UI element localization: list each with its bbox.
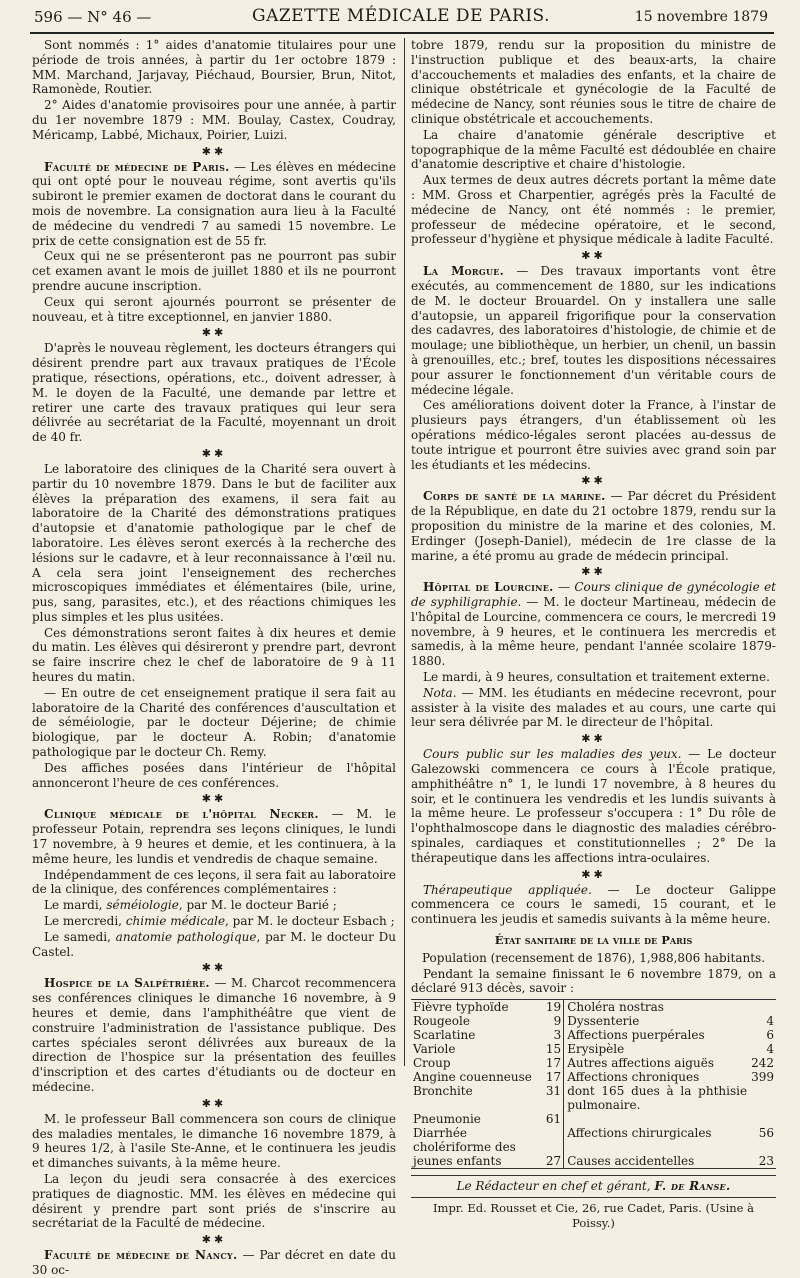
- paragraph: La chaire d'anatomie générale descriptive et topographique de la même Faculté est dédoublée en chaire d'anatomie descriptive et chaire d'histologie.: [411, 127, 776, 172]
- deaths-line: Pendant la semaine finissant le 6 novembre 1879, on a déclaré 913 décès, savoir :: [411, 966, 776, 996]
- table-row: [411, 1028, 776, 1042]
- article-heading: Corps de santé de la marine.: [423, 489, 606, 504]
- article-nancy: Faculté de médecine de Nancy. — Par décret en date du 30 oc-: [32, 1248, 397, 1277]
- left-column: [32, 38, 397, 1277]
- cause-label: jeunes enfants: [413, 1154, 502, 1169]
- ornament-stars: ✱✱: [581, 565, 606, 579]
- cause-count: 6: [766, 1028, 774, 1043]
- article-therapeutics: Thérapeutique appliquée. — Le docteur Galippe commencera ce cours le samedi, 15 courant, et le continuera les jeudis et samedis suivants à la même heure.: [411, 882, 776, 927]
- paragraph: Le laboratoire des cliniques de la Charité sera ouvert à partir du 10 novembre 1879. Dans le but de faciliter aux élèves la préparation des examens, il sera fait au laboratoire de la Charité des démonstrations pratiques d'autopsie et d'anatomie pathologique par le chef de laboratoire. Les élèves seront exercés à la recherche des lésions sur le cadavre, et à leur reconnaissance à l'œil nu. A cela sera joint l'enseignement des recherches microscopiques immédiates et élémentaires (bile, urine, pus, sang, parasites, etc.), et des réactions chimiques les plus simples et les plus usitées.: [32, 461, 396, 624]
- cause-label: Autres affections aiguës: [567, 1056, 714, 1071]
- editor-line: Le Rédacteur en chef et gérant, F. de Ranse.: [411, 1175, 776, 1194]
- article-heading: Faculté de médecine de Nancy.: [44, 1248, 238, 1263]
- paragraph: — En outre de cet enseignement pratique il sera fait au laboratoire de la Charité des conférences d'auscultation et de séméiologie, par le docteur Déjerine; de chimie biologique, par le docteur A. Robin; d'anatomie pathologique par le docteur Ch. Remy.: [32, 685, 396, 760]
- table-row: [411, 1112, 776, 1126]
- paragraph: 2° Aides d'anatomie provisoires pour une année, à partir du 1er novembre 1879 : MM. Boulay, Castex, Coudray, Méricamp, Labbé, Michaux, Poirier, Luizi.: [32, 98, 396, 142]
- cause-label: Croup: [413, 1056, 451, 1071]
- table-row: [411, 1042, 776, 1056]
- article-marine: Corps de santé de la marine. — Par décret du Président de la République, en date du 21 octobre 1879, rendu sur la proposition du ministre de la marine et des colonies, M. Erdinger (Joseph-Daniel), médecin de 1re classe de la marine, a été promu au grade de médecin principal.: [411, 489, 776, 563]
- cause-label: Variole: [413, 1042, 456, 1057]
- article-heading: Faculté de médecine de Paris.: [44, 159, 230, 174]
- cause-count: 4: [766, 1014, 774, 1029]
- ornament-stars: ✱✱: [201, 1096, 227, 1110]
- article-eyes: Cours public sur les maladies des yeux. — Le docteur Galezowski commencera ce cours à l'École pratique, amphithéâtre n° 1, le lundi 17 novembre, à 8 heures du soir, et le continuera les vendredis et les lundis suivants à la même heure. Le professeur s'occupera : 1° Du rôle de l'ophthalmoscope dans le diagnostic des maladies cérébro-spinales, cardiaques et constitutionnelles ; 2° De la thérapeutique dans les affections intra-oculaires.: [411, 747, 776, 865]
- paragraph: D'après le nouveau règlement, les docteurs étrangers qui désirent prendre part aux travaux pratiques de l'École pratique, résections, opérations, etc., doivent adresser, à M. le doyen de la Faculté, une demande par lettre et retirer une carte des travaux pratiques qui leur sera délivrée au secrétariat de la Faculté, moyennant un droit de 40 fr.: [32, 341, 396, 445]
- paragraph: Indépendamment de ces leçons, il sera fait au laboratoire de la clinique, des conférences complémentaires :: [32, 867, 396, 897]
- cause-label: Affections puerpérales: [567, 1028, 705, 1043]
- cause-label: Causes accidentelles: [567, 1154, 695, 1169]
- table-row: [411, 1154, 776, 1169]
- ornament-stars: ✱✱: [201, 326, 227, 340]
- cause-label: Affections chroniques: [567, 1070, 700, 1085]
- cause-count: 17: [545, 1056, 562, 1071]
- paragraph: Ces démonstrations seront faites à dix heures et demie du matin. Les élèves qui désireront y prendre part, devront se faire inscrire chez le chef de laboratoire de 9 à 11 heures du matin.: [32, 625, 396, 685]
- paragraph: M. le professeur Ball commencera son cours de clinique des maladies mentales, le dimanche 16 novembre 1879, à 9 heures 1/2, à l'asile Ste-Anne, et le continuera les jeudis et dimanches suivants, à la même heure.: [32, 1111, 396, 1171]
- table-row: [411, 1084, 776, 1112]
- paragraph: Le mardi, à 9 heures, consultation et traitement externe.: [423, 670, 770, 685]
- ornament-stars: ✱✱: [201, 446, 227, 460]
- cause-label: Diarrhée cholériforme des: [413, 1126, 516, 1155]
- section-title: État sanitaire de la ville de Paris: [494, 933, 693, 948]
- article-heading: Clinique médicale de l'hôpital Necker.: [44, 807, 319, 822]
- journal-title: GAZETTE MÉDICALE DE PARIS.: [252, 6, 550, 26]
- cause-count: 4: [766, 1042, 774, 1057]
- cause-count: 23: [758, 1154, 774, 1169]
- right-column: [411, 38, 776, 1230]
- article-heading: Hospice de la Salpêtrière.: [44, 976, 210, 991]
- table-row: [411, 1014, 776, 1028]
- table-row: [411, 1126, 776, 1154]
- header-rule: [30, 32, 774, 34]
- column-divider: [404, 38, 405, 1066]
- cause-count: 31: [545, 1084, 562, 1099]
- ornament-stars: ✱✱: [581, 249, 606, 263]
- cause-label: Erysipèle: [567, 1042, 625, 1057]
- paragraph: Aux termes de deux autres décrets portant la même date : MM. Gross et Charpentier, agrégés près la Faculté de médecine de Nancy, ont été nommés : le premier, professeur de médecine opératoire, et le second, professeur d'hygiène et physique médicale à ladite Faculté.: [411, 173, 776, 247]
- cause-label: Pneumonie: [413, 1112, 481, 1127]
- ornament-stars: ✱✱: [201, 1233, 227, 1247]
- paragraph: Des affiches posées dans l'intérieur de l'hôpital annonceront l'heure de ces conférences.: [32, 760, 396, 790]
- paragraph: tobre 1879, rendu sur la proposition du ministre de l'instruction publique et des beaux-arts, la chaire d'accouchements et maladies des enfants, et la chaire de clinique obstétricale et gynécologie de la Faculté de médecine de Nancy, sont réunies sous le titre de chaire de clinique obstétricale et accouchements.: [411, 38, 776, 126]
- page-number: 596 — N° 46 —: [34, 8, 152, 26]
- page-header: [34, 6, 768, 28]
- ornament-stars: ✱✱: [581, 867, 606, 881]
- cause-label: Scarlatine: [413, 1028, 476, 1043]
- cause-label: [565, 1112, 749, 1126]
- cause-label: Dyssenterie: [567, 1014, 640, 1029]
- ornament-stars: ✱✱: [201, 144, 227, 158]
- table-row: [411, 1000, 776, 1015]
- mortality-table: [411, 999, 776, 1169]
- cause-count: 61: [545, 1112, 562, 1127]
- cause-count: 19: [545, 1000, 562, 1015]
- cause-label: Affections chirurgicales: [567, 1126, 712, 1141]
- cause-label: dont 165 dues à la phthisie pulmonaire.: [567, 1084, 748, 1113]
- cause-count: 9: [553, 1014, 562, 1029]
- article-heading: Hôpital de Lourcine.: [423, 580, 554, 595]
- ornament-stars: ✱✱: [581, 474, 606, 488]
- cause-count: [749, 1000, 776, 1015]
- ornament-stars: ✱✱: [201, 792, 227, 806]
- paragraph: Ceux qui ne se présenteront pas ne pourront pas subir cet examen avant le mois de juillet 1880 et ils ne pourront prendre aucune inscription.: [32, 249, 396, 293]
- article-necker: Clinique médicale de l'hôpital Necker. — M. le professeur Potain, reprendra ses leçons cliniques, le lundi 17 novembre, à 9 heures et demie, et les continuera, à la même heure, les lundis et vendredis de chaque semaine.: [32, 807, 397, 866]
- paragraph: Sont nommés : 1° aides d'anatomie titulaires pour une période de trois années, à partir du 1er octobre 1879 : MM. Marchand, Jarjavay, Piéchaud, Boursier, Brun, Nitot, Ramonède, Routier.: [32, 38, 396, 97]
- ornament-stars: ✱✱: [581, 732, 606, 746]
- article-heading: Cours public sur les maladies des yeux.: [423, 747, 682, 762]
- cause-label: Choléra nostras: [567, 1000, 664, 1015]
- cause-count: 17: [545, 1070, 562, 1085]
- cause-count: [544, 1126, 564, 1154]
- cause-count: 56: [758, 1126, 774, 1141]
- cause-count: 3: [553, 1028, 562, 1043]
- lecture-line: Le mardi, séméiologie, par M. le docteur Barié ;: [44, 898, 337, 913]
- ornament-stars: ✱✱: [201, 961, 227, 975]
- imprint-line: Impr. Ed. Rousset et Cie, 26, rue Cadet, Paris. (Usine à Poissy.): [411, 1197, 776, 1231]
- lecture-line: Le mercredi, chimie médicale, par M. le docteur Esbach ;: [44, 914, 395, 929]
- issue-date: 15 novembre 1879: [634, 9, 768, 25]
- article-morgue: La Morgue. — Des travaux importants vont être exécutés, au commencement de 1880, sur les indications de M. le docteur Brouardel. On y installera une salle d'autopsie, un appareil frigorifique pour la conservation des cadavres, des laboratoires d'histologie, de chimie et de moulage; une bibliothèque, un herbier, un chenil, un bassin à grenouilles, etc.; bref, toutes les dispositions nécessaires pour assurer le fonctionnement d'un véritable cours de médecine légale.: [411, 264, 776, 397]
- paragraph: La leçon du jeudi sera consacrée à des exercices pratiques de diagnostic. MM. les élèves en médecine qui désirent y prendre part sont priés de s'inscrire au secrétariat de la Faculté de médecine.: [32, 1171, 396, 1231]
- cause-count: [749, 1112, 776, 1126]
- cause-label: Angine couenneuse: [413, 1070, 532, 1085]
- cause-count: [749, 1084, 776, 1112]
- cause-count: 242: [751, 1056, 774, 1071]
- paragraph: Nota. — MM. les étudiants en médecine recevront, pour assister à la visite des malades et au cours, une carte qui leur sera délivrée par M. le directeur de l'hôpital.: [411, 685, 776, 730]
- article-heading: Thérapeutique appliquée.: [423, 882, 592, 897]
- cause-label: Rougeole: [413, 1014, 470, 1029]
- article-lourcine: Hôpital de Lourcine. — Cours clinique de gynécologie et de syphiligraphie. — M. le docteur Martineau, médecin de l'hôpital de Lourcine, commencera ce cours, le mercredi 19 novembre, à 9 heures, et le continuera les mercredis et samedis, à la même heure, pendant l'année scolaire 1879-1880.: [411, 580, 776, 669]
- cause-count: 399: [751, 1070, 774, 1085]
- article-paris-faculty: Faculté de médecine de Paris. — Les élèves en médecine qui ont opté pour le nouveau régime, sont avertis qu'ils subiront le premier examen de doctorat dans le courant du mois de novembre. La consignation aura lieu à la Faculté de médecine du vendredi 7 au samedi 15 novembre. Le prix de cette consignation est de 55 fr.: [32, 159, 396, 248]
- cause-count: 15: [545, 1042, 562, 1057]
- table-row: [411, 1056, 776, 1070]
- paragraph: Ceux qui seront ajournés pourront se présenter de nouveau, et à titre exceptionnel, en janvier 1880.: [32, 294, 396, 324]
- cause-label: Bronchite: [413, 1084, 473, 1099]
- lecture-line: Le samedi, anatomie pathologique, par M. le docteur Du Castel.: [32, 929, 396, 959]
- paragraph: Ces améliorations doivent doter la France, à l'instar de plusieurs pays étrangers, d'un établissement où les opérations médico-légales seront placées au-dessus de toute intrigue et pourront être suivies avec grand soin par les étudiants et les médecins.: [411, 398, 776, 472]
- cause-label: Fièvre typhoïde: [413, 1000, 509, 1015]
- article-heading: La Morgue.: [423, 264, 505, 279]
- population-line: Population (recensement de 1876), 1,988,806 habitants.: [421, 950, 766, 965]
- article-salpetriere: Hospice de la Salpêtrière. — M. Charcot recommencera ses conférences cliniques le dimanche 16 novembre, à 9 heures et demie, dans l'amphithéâtre que vient de construire l'administration de l'assistance publique. Des cartes spéciales seront délivrées aux bureaux de la direction de l'hospice sur la présentation des feuilles d'inscription et des cartes d'étudiants ou de docteur en médecine.: [32, 976, 396, 1094]
- table-row: [411, 1070, 776, 1084]
- cause-count: 27: [545, 1154, 562, 1169]
